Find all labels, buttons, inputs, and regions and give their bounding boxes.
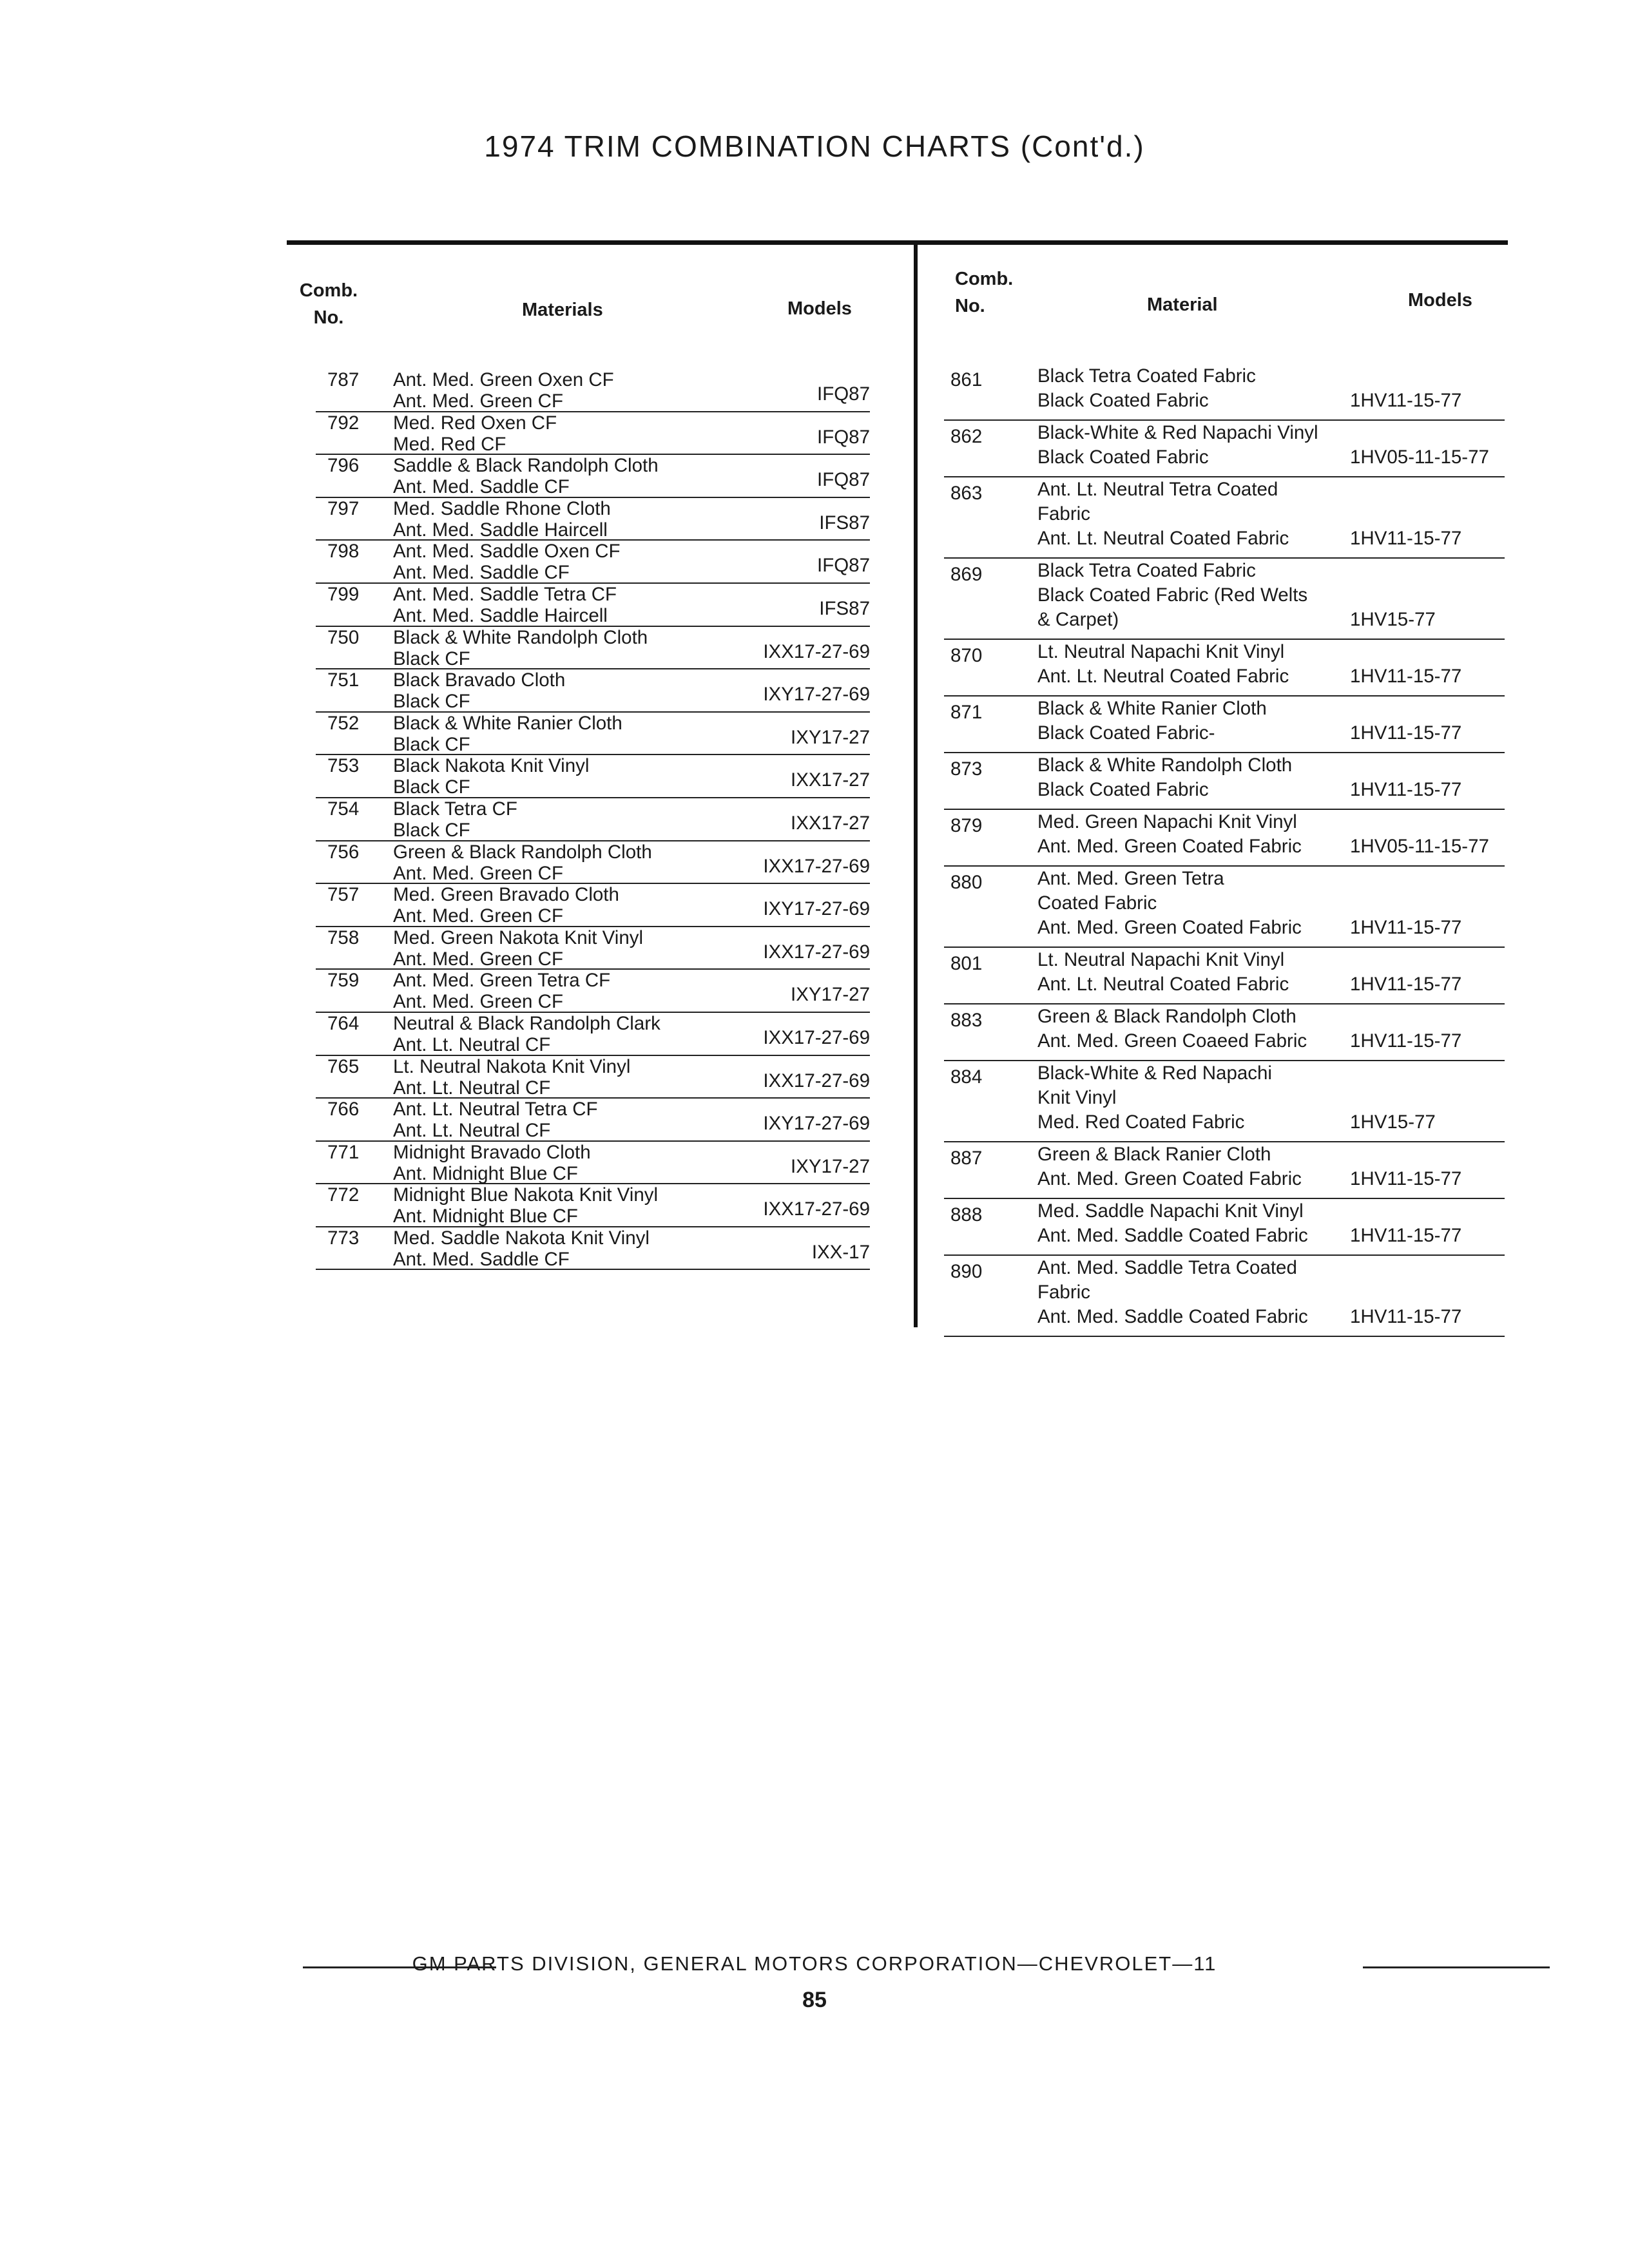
table-row	[316, 1227, 870, 1271]
material-line: Black Coated Fabric	[1037, 390, 1209, 411]
comb-no: 759	[327, 970, 360, 992]
comb-no: 798	[327, 541, 360, 562]
table-row	[944, 697, 1505, 753]
material-line: Black-White & Red Napachi	[1037, 1062, 1272, 1084]
material-cell	[1037, 640, 1289, 689]
left-header-comb: Comb.	[299, 280, 358, 301]
models: 1HV11-15-77	[1350, 779, 1462, 800]
material-line: Ant. Midnight Blue CF	[393, 1162, 578, 1184]
material-line: Fabric	[1037, 1282, 1090, 1303]
models: 1HV11-15-77	[1350, 1030, 1462, 1052]
material-line: Ant. Med. Green Coaeed Fabric	[1037, 1030, 1307, 1052]
right-header-models: Models	[1408, 290, 1472, 311]
material-line: Ant. Med. Green Oxen CF	[393, 369, 614, 390]
left-header-models: Models	[787, 298, 852, 319]
comb-no: 863	[950, 483, 983, 504]
table-row	[944, 364, 1505, 421]
material-line: Ant. Med. Green Tetra	[1037, 868, 1224, 889]
comb-no: 766	[327, 1099, 360, 1120]
material-cell	[1037, 421, 1318, 470]
comb-no: 862	[950, 426, 983, 447]
material-line: Ant. Med. Green Coated Fabric	[1037, 1168, 1302, 1189]
material-line: Black Nakota Knit Vinyl	[393, 755, 590, 777]
material-line: Ant. Lt. Neutral Coated Fabric	[1037, 666, 1289, 687]
left-header-no: No.	[313, 307, 344, 328]
table-row	[944, 1256, 1505, 1337]
material-line: Lt. Neutral Napachi Knit Vinyl	[1037, 641, 1285, 662]
material-line: Ant. Med. Saddle Tetra Coated	[1037, 1257, 1297, 1278]
comb-no: 771	[327, 1141, 360, 1163]
material-line: Coated Fabric	[1037, 892, 1157, 914]
comb-no: 890	[950, 1261, 983, 1282]
table-row	[316, 970, 870, 1013]
material-line: Ant. Lt. Neutral CF	[393, 1120, 551, 1142]
models: IXX17-27-69	[763, 941, 870, 963]
comb-no: 883	[950, 1010, 983, 1031]
material-line: & Carpet)	[1037, 609, 1119, 630]
models: 1HV11-15-77	[1350, 1168, 1462, 1189]
material-line: Ant. Med. Green CF	[393, 390, 563, 412]
material-line: Ant. Med. Saddle Coated Fabric	[1037, 1306, 1308, 1327]
right-header-comb: Comb.	[955, 269, 1014, 289]
comb-no: 869	[950, 564, 983, 585]
models: IFQ87	[817, 469, 870, 491]
table-row	[944, 1004, 1505, 1061]
table-row	[944, 1142, 1505, 1199]
comb-no: 787	[327, 369, 360, 390]
material-line: Ant. Lt. Neutral Tetra Coated	[1037, 479, 1278, 500]
models: IFQ87	[817, 426, 870, 448]
material-line: Med. Red CF	[393, 433, 506, 455]
material-cell	[1037, 1199, 1308, 1248]
models: IXX17-27-69	[763, 855, 870, 877]
table-row	[316, 1184, 870, 1227]
comb-no: 773	[327, 1227, 360, 1249]
models: 1HV15-77	[1350, 1111, 1436, 1133]
table-row	[944, 477, 1505, 559]
models: 1HV11-15-77	[1350, 917, 1462, 938]
material-line: Saddle & Black Randolph Cloth	[393, 455, 659, 477]
table-row	[944, 559, 1505, 640]
material-line: Black & White Ranier Cloth	[393, 712, 622, 734]
table-row	[944, 948, 1505, 1004]
material-line: Med. Green Nakota Knit Vinyl	[393, 927, 644, 948]
material-cell	[1037, 559, 1307, 632]
table-row	[944, 640, 1505, 697]
material-line: Ant. Lt. Neutral Tetra CF	[393, 1099, 598, 1120]
models: IXX17-27-69	[763, 640, 870, 662]
table-row	[316, 1142, 870, 1185]
models: IXY17-27-69	[763, 898, 870, 920]
material-cell	[1037, 697, 1267, 745]
comb-no: 879	[950, 815, 983, 836]
models: 1HV11-15-77	[1350, 1306, 1462, 1327]
material-cell	[1037, 477, 1289, 551]
material-line: Black Coated Fabric	[1037, 779, 1209, 800]
comb-no: 756	[327, 841, 360, 863]
comb-no: 871	[950, 702, 983, 723]
models: IFQ87	[817, 555, 870, 577]
comb-no: 772	[327, 1184, 360, 1206]
header-rule	[287, 240, 1508, 245]
models: 1HV11-15-77	[1350, 1225, 1462, 1246]
table-row	[316, 627, 870, 670]
comb-no: 751	[327, 669, 360, 691]
material-line: Ant. Lt. Neutral CF	[393, 1077, 551, 1099]
models: IXX17-27-69	[763, 1198, 870, 1220]
comb-no: 765	[327, 1055, 360, 1077]
material-line: Lt. Neutral Napachi Knit Vinyl	[1037, 949, 1285, 970]
table-row	[316, 884, 870, 927]
comb-no: 888	[950, 1204, 983, 1225]
models: 1HV11-15-77	[1350, 974, 1462, 995]
comb-no: 750	[327, 626, 360, 648]
material-line: Med. Saddle Rhone Cloth	[393, 497, 611, 519]
material-line: Fabric	[1037, 503, 1090, 524]
left-trim-table	[316, 369, 870, 1270]
material-line: Ant. Med. Green CF	[393, 862, 563, 884]
table-row	[316, 1099, 870, 1142]
comb-no: 792	[327, 412, 360, 434]
models: IXX17-27-69	[763, 1070, 870, 1091]
material-line: Med. Red Oxen CF	[393, 412, 557, 434]
material-line: Green & Black Ranier Cloth	[1037, 1144, 1271, 1165]
material-line: Black Tetra Coated Fabric	[1037, 365, 1256, 387]
comb-no: 801	[950, 953, 983, 974]
comb-no: 758	[327, 927, 360, 948]
models: IXX17-27-69	[763, 1026, 870, 1048]
column-divider	[914, 245, 918, 1327]
material-line: Med. Saddle Napachi Knit Vinyl	[1037, 1200, 1304, 1222]
comb-no: 757	[327, 884, 360, 906]
models: 1HV11-15-77	[1350, 722, 1462, 744]
models: 1HV15-77	[1350, 609, 1436, 630]
material-line: Med. Saddle Nakota Knit Vinyl	[393, 1227, 650, 1249]
material-line: Black CF	[393, 733, 470, 755]
comb-no: 754	[327, 798, 360, 820]
models: IFS87	[819, 512, 870, 533]
material-line: Ant. Med. Green CF	[393, 905, 563, 927]
comb-no: 887	[950, 1148, 983, 1169]
right-header-comb-no	[955, 265, 1013, 320]
material-line: Med. Red Coated Fabric	[1037, 1111, 1245, 1133]
table-row	[944, 421, 1505, 477]
material-line: Black CF	[393, 691, 470, 713]
material-line: Green & Black Randolph Cloth	[1037, 1006, 1296, 1027]
material-line: Ant. Med. Saddle Haircell	[393, 519, 608, 541]
table-row	[316, 798, 870, 841]
material-line: Ant. Med. Green Tetra CF	[393, 970, 611, 992]
material-line: Lt. Neutral Nakota Knit Vinyl	[393, 1055, 631, 1077]
table-row	[316, 1013, 870, 1056]
material-line: Black & White Randolph Cloth	[1037, 754, 1293, 776]
material-line: Ant. Midnight Blue CF	[393, 1206, 578, 1227]
material-line: Ant. Med. Green Coated Fabric	[1037, 917, 1302, 938]
material-cell	[1037, 364, 1256, 413]
material-line: Black Coated Fabric‐	[1037, 722, 1215, 744]
material-line: Ant. Med. Green CF	[393, 991, 563, 1013]
material-line: Black-White & Red Napachi Vinyl	[1037, 422, 1318, 443]
table-row	[316, 755, 870, 798]
material-line: Ant. Med. Green CF	[393, 948, 563, 970]
material-line: Ant. Lt. Neutral Coated Fabric	[1037, 528, 1289, 549]
table-row	[316, 498, 870, 541]
models: IXY17-27-69	[763, 1113, 870, 1135]
material-cell	[1037, 1061, 1272, 1135]
material-line: Black Coated Fabric	[1037, 447, 1209, 468]
models: IXY17-27	[791, 726, 870, 748]
material-line: Black & White Ranier Cloth	[1037, 698, 1267, 719]
comb-no: 799	[327, 583, 360, 605]
material-line: Ant. Med. Saddle Coated Fabric	[1037, 1225, 1308, 1246]
comb-no: 797	[327, 497, 360, 519]
table-row	[316, 584, 870, 627]
material-line: Ant. Lt. Neutral Coated Fabric	[1037, 974, 1289, 995]
comb-no: 752	[327, 712, 360, 734]
table-row	[944, 810, 1505, 867]
material-line: Ant. Med. Green Coated Fabric	[1037, 836, 1302, 857]
material-line: Black CF	[393, 819, 470, 841]
table-row	[944, 1061, 1505, 1142]
models: 1HV11-15-77	[1350, 528, 1462, 549]
comb-no: 753	[327, 755, 360, 777]
material-line: Black Bravado Cloth	[393, 669, 566, 691]
table-row	[316, 669, 870, 713]
page-title: 1974 TRIM COMBINATION CHARTS (Cont'd.)	[484, 130, 1145, 163]
models: IFQ87	[817, 383, 870, 405]
table-row	[316, 455, 870, 498]
material-line: Ant. Med. Saddle CF	[393, 476, 570, 498]
models: IXX-17	[811, 1241, 870, 1263]
right-trim-table	[944, 364, 1505, 1337]
material-line: Black Tetra CF	[393, 798, 517, 820]
table-row	[316, 713, 870, 756]
table-row	[316, 1056, 870, 1099]
material-line: Black Coated Fabric (Red Welts	[1037, 584, 1308, 606]
material-line: Ant. Med. Saddle Oxen CF	[393, 541, 621, 562]
left-header-comb-no	[293, 277, 364, 331]
table-row	[316, 412, 870, 456]
material-line: Black CF	[393, 776, 470, 798]
footer-text: GM PARTS DIVISION, GENERAL MOTORS CORPORATION—CHEVROLET—11	[412, 1952, 1217, 1975]
models: IXY17-27-69	[763, 684, 870, 706]
material-line: Midnight Bravado Cloth	[393, 1141, 591, 1163]
material-line: Green & Black Randolph Cloth	[393, 841, 652, 863]
comb-no: 861	[950, 369, 983, 390]
models: IXX17-27	[791, 769, 870, 791]
footer-rule-right	[1363, 1966, 1550, 1968]
comb-no: 880	[950, 872, 983, 893]
table-row	[316, 841, 870, 885]
material-line: Ant. Med. Saddle Haircell	[393, 604, 608, 626]
left-header-materials: Materials	[522, 300, 603, 320]
material-line: Med. Green Napachi Knit Vinyl	[1037, 811, 1297, 832]
material-line: Ant. Med. Saddle Tetra CF	[393, 583, 617, 605]
right-header-material: Material	[1147, 294, 1218, 315]
table-row	[316, 541, 870, 584]
right-header-no: No.	[955, 296, 985, 316]
models: 1HV11-15-77	[1350, 390, 1462, 411]
material-line: Black & White Randolph Cloth	[393, 626, 648, 648]
table-row	[316, 927, 870, 970]
material-cell	[1037, 753, 1292, 802]
material-line: Black CF	[393, 648, 470, 669]
table-row	[944, 1199, 1505, 1256]
comb-no: 764	[327, 1012, 360, 1034]
material-line: Knit Vinyl	[1037, 1087, 1117, 1108]
material-line: Midnight Blue Nakota Knit Vinyl	[393, 1184, 659, 1206]
models: IXY17-27	[791, 1155, 870, 1177]
material-line: Black Tetra Coated Fabric	[1037, 560, 1256, 581]
material-line: Ant. Med. Saddle CF	[393, 562, 570, 584]
material-cell	[1037, 810, 1302, 859]
material-cell	[1037, 1256, 1308, 1329]
material-line: Ant. Lt. Neutral CF	[393, 1033, 551, 1055]
models: IXY17-27	[791, 984, 870, 1006]
table-row	[944, 867, 1505, 948]
material-line: Ant. Med. Saddle CF	[393, 1248, 570, 1270]
models: IFS87	[819, 597, 870, 619]
material-cell	[1037, 1142, 1302, 1191]
page-number: 85	[802, 1988, 827, 2012]
models: IXX17-27	[791, 812, 870, 834]
models: 1HV11-15-77	[1350, 666, 1462, 687]
comb-no: 873	[950, 758, 983, 780]
comb-no: 796	[327, 455, 360, 477]
models: 1HV05-11-15-77	[1350, 836, 1489, 857]
material-line: Neutral & Black Randolph Clark	[393, 1012, 660, 1034]
material-cell	[1037, 948, 1289, 997]
table-row	[944, 753, 1505, 810]
material-cell	[1037, 867, 1302, 940]
material-line: Med. Green Bravado Cloth	[393, 884, 619, 906]
comb-no: 870	[950, 645, 983, 666]
material-cell	[1037, 1004, 1307, 1053]
table-row	[316, 369, 870, 412]
models: 1HV05-11-15-77	[1350, 447, 1489, 468]
comb-no: 884	[950, 1066, 983, 1088]
